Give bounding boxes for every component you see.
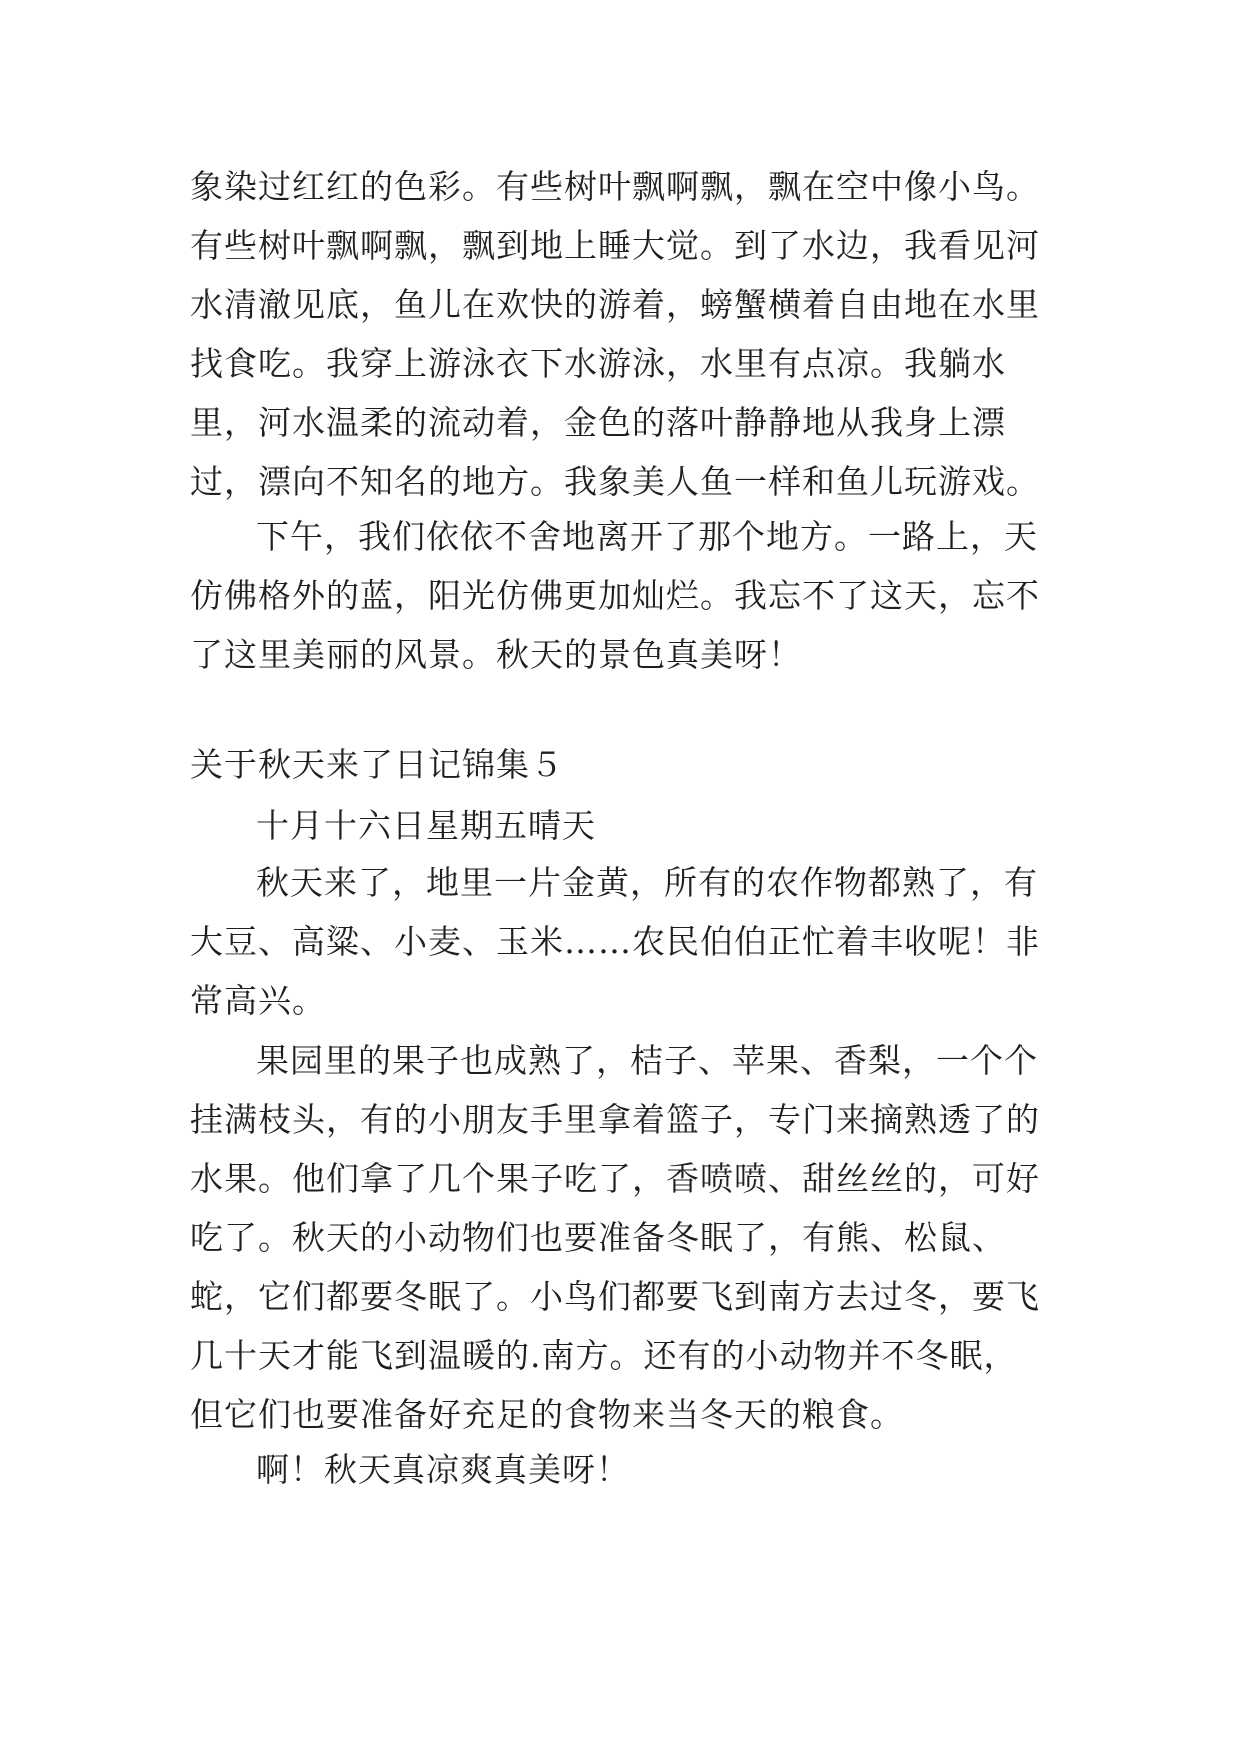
- paragraph-text: 秋天来了，地里一片金黄，所有的农作物都熟了，有大豆、高粱、小麦、玉米……农民伯伯正忙着丰收呢！非常高兴。: [190, 863, 1040, 1020]
- diary-date: [190, 796, 1050, 855]
- paragraph-text: 啊！秋天真凉爽真美呀！: [256, 1450, 630, 1489]
- paragraph-harvest: [190, 853, 1050, 1030]
- section-heading: [190, 735, 1050, 794]
- paragraph-text: 下午，我们依依不舍地离开了那个地方。一路上，天仿佛格外的蓝，阳光仿佛更加灿烂。我忘不了这天，忘不了这里美丽的风景。秋天的景色真美呀！: [190, 517, 1040, 674]
- paragraph-afternoon: [190, 507, 1050, 684]
- paragraph-autumn-river: [190, 157, 1050, 511]
- paragraph-closing: [190, 1440, 1050, 1499]
- section-title: 关于秋天来了日记锦集５: [190, 745, 564, 784]
- paragraph-text: 象染过红红的色彩。有些树叶飘啊飘，飘在空中像小鸟。有些树叶飘啊飘，飘到地上睡大觉。到了水边，我看见河水清澈见底，鱼儿在欢快的游着，螃蟹横着自由地在水里找食吃。我穿上游泳衣下水游泳，水里有点凉。我躺水里，河水温柔的流动着，金色的落叶静静地从我身上漂过，漂向不知名的地方。我象美人鱼一样和鱼儿玩游戏。: [190, 167, 1040, 501]
- date-line: 十月十六日星期五晴天: [256, 806, 596, 845]
- paragraph-orchard: [190, 1031, 1050, 1444]
- paragraph-text: 果园里的果子也成熟了，桔子、苹果、香梨，一个个挂满枝头，有的小朋友手里拿着篮子，专门来摘熟透了的水果。他们拿了几个果子吃了，香喷喷、甜丝丝的，可好吃了。秋天的小动物们也要准备冬眠了，有熊、松鼠、蛇，它们都要冬眠了。小鸟们都要飞到南方去过冬，要飞几十天才能飞到温暖的.南方。还有的小动物并不冬眠，但它们也要准备好充足的食物来当冬天的粮食。: [190, 1041, 1040, 1434]
